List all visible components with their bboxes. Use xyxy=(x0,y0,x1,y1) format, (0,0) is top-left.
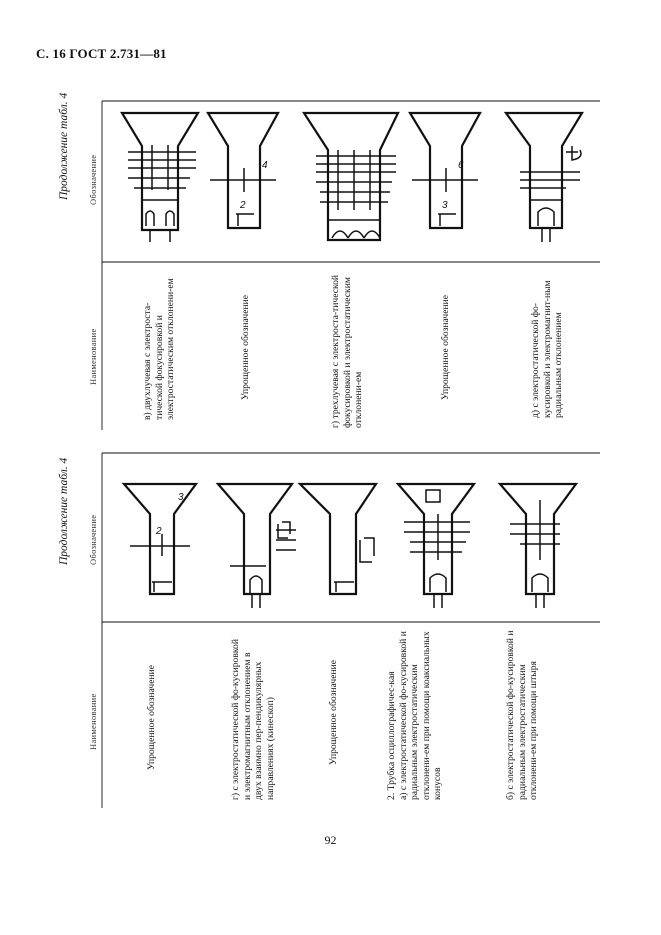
bottom-continuation-label: Продолжение табл. 4 xyxy=(58,457,70,565)
top-col-name-header: Наименование xyxy=(88,328,98,385)
top-row-3-name: г) трехлучевая с электроста-тической фокусировкой и электростатическим отклонени-ем xyxy=(330,274,365,428)
ref-label-3: 3 xyxy=(442,200,448,211)
top-row-1-name: в) двухлучевая с электроста-тической фокусировкой и электростатическим отклонени-ем xyxy=(142,278,177,420)
bottom-row-4-name: 2. Трубка осциллографичес-кая а) с электростатической фо-кусировкой и радиальным электростатическим отклонени-ем при помощи коаксиальных конусов xyxy=(386,631,444,800)
tube-symbol-rod xyxy=(500,484,576,608)
top-row-5-name: д) с электростатической фо-кусировкой и электромагнит-ным радиальным отклонением xyxy=(530,280,565,418)
bottom-col-name-header: Наименование xyxy=(88,693,98,750)
bottom-row-5-name: б) с электростатической фо-кусировкой и радиальным электростатическим отклонени-ем при помощи штыря xyxy=(505,630,540,800)
top-row-2-name: Упрощенное обозначение xyxy=(240,294,251,400)
ref-label-2b: 2 xyxy=(156,526,162,537)
bottom-col-symbol-header: Обозначение xyxy=(88,514,98,565)
ref-label-6: 6 xyxy=(458,160,464,171)
tube-symbol-kinescope-simplified xyxy=(300,484,376,594)
top-continuation-label: Продолжение табл. 4 xyxy=(58,92,70,200)
top-row-4-name: Упрощенное обозначение xyxy=(440,294,451,400)
tube-symbol-simplified-a xyxy=(124,484,196,594)
tube-symbol-kinescope xyxy=(218,484,296,608)
bottom-row-3-name: Упрощенное обозначение xyxy=(328,659,339,765)
ref-label-3b: 3 xyxy=(178,492,184,503)
page-number: 92 xyxy=(324,833,337,847)
tube-symbol-coaxial-cones xyxy=(398,484,474,608)
ref-label-2: 2 xyxy=(240,200,246,211)
page-header: С. 16 ГОСТ 2.731—81 xyxy=(36,46,167,61)
top-col-symbol-header: Обозначение xyxy=(88,154,98,205)
ref-label-4: 4 xyxy=(262,160,268,171)
bottom-row-1-name: Упрощенное обозначение xyxy=(146,664,157,770)
bottom-row-2-name: г) с электростатической фо-кусировкой и электромагнитным отклонением в двух взаимно пер-пендикулярных направлениях (кинескоп) xyxy=(230,639,276,800)
